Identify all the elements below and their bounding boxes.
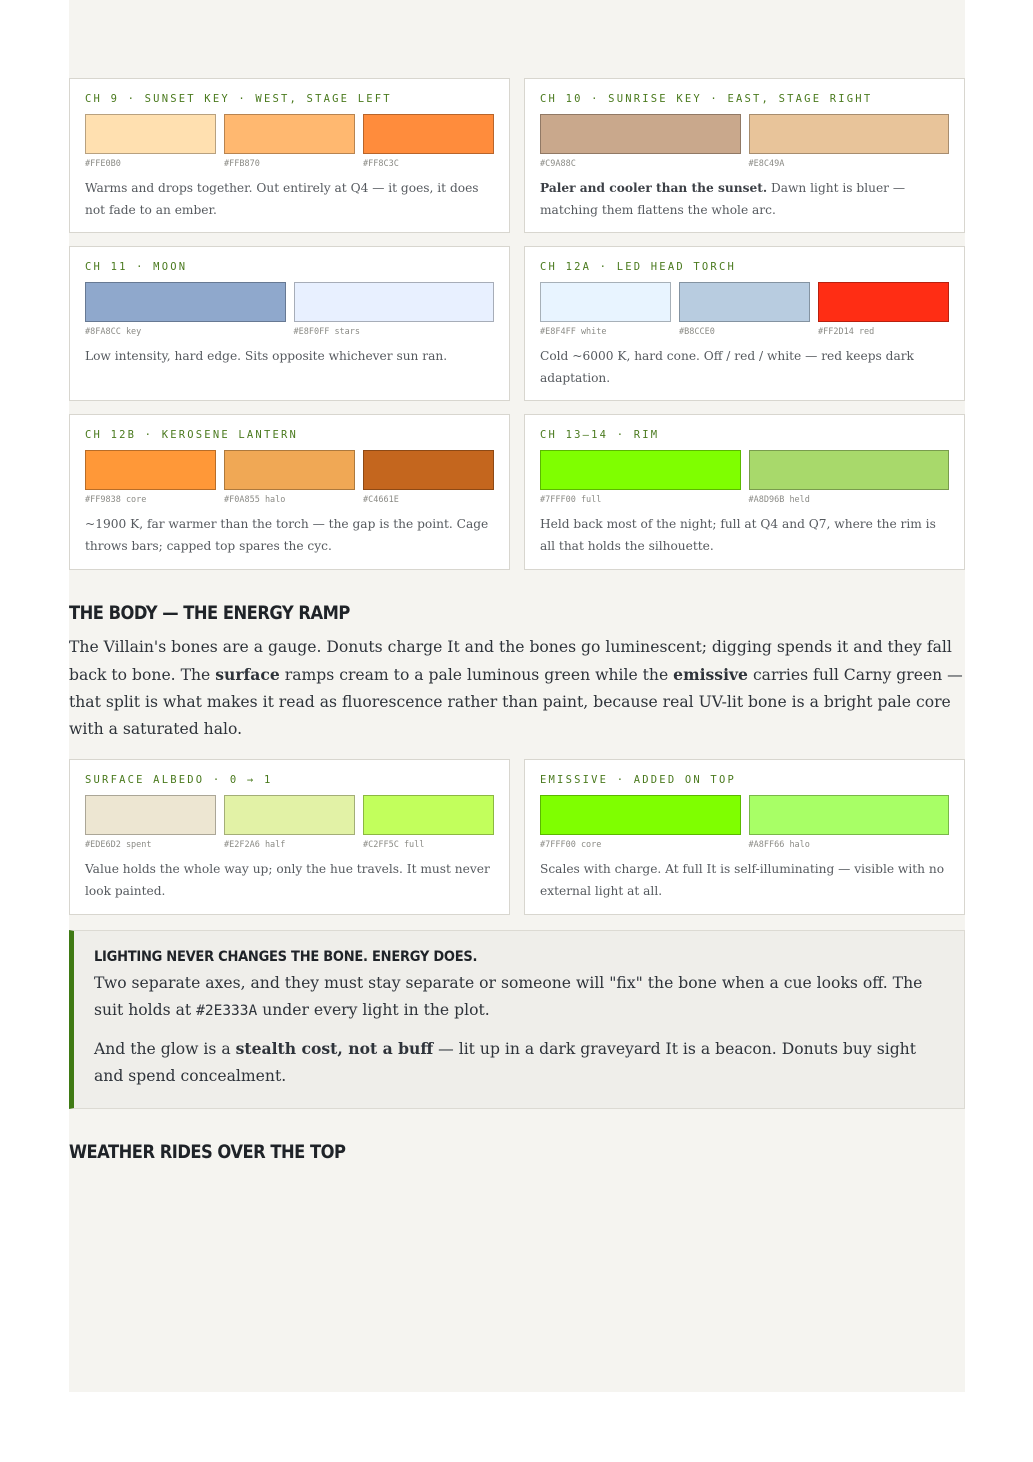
swatch-item [749, 450, 950, 506]
callout-title: LIGHTING NEVER CHANGES THE BONE. ENERGY DOES. [94, 949, 478, 965]
swatch-hex-label: #A8D96B held [748, 495, 810, 505]
card-title: CH 12A · LED HEAD TORCH [540, 261, 736, 273]
swatch-card-ch-12b-kerosene-lantern [69, 414, 510, 570]
swatch-item [85, 795, 216, 851]
card-note: Value holds the whole way up; only the hue travels. It must never look painted. [85, 862, 490, 898]
callout-paragraph-2: And the glow is a stealth cost, not a buff — lit up in a dark graveyard It is a beacon. Donuts buy sight and spend concealment. [94, 1039, 916, 1085]
swatch-item [224, 450, 355, 506]
color-swatch [363, 114, 494, 154]
body-section-heading: THE BODY — THE ENERGY RAMP [69, 602, 350, 624]
swatch-item [540, 282, 671, 338]
swatch-hex-label: #E2F2A6 half [224, 840, 286, 850]
swatch-row [540, 795, 949, 851]
card-note: Low intensity, hard edge. Sits opposite whichever sun ran. [85, 349, 448, 363]
paragraph-emphasis: surface [215, 665, 280, 684]
swatch-hex-label: #C2FF5C full [363, 840, 425, 850]
color-swatch [749, 450, 950, 490]
swatch-hex-label: #F0A855 halo [224, 495, 286, 505]
card-note: ~1900 K, far warmer than the torch — the gap is the point. Cage throws bars; capped top spares the cyc. [85, 517, 489, 553]
swatch-item [363, 450, 494, 506]
swatch-hex-label: #EDE6D2 spent [85, 840, 152, 850]
swatch-hex-label: #FF2D14 red [818, 327, 875, 337]
swatch-item [224, 114, 355, 170]
swatch-card-ch-13-14-rim [524, 414, 965, 570]
swatch-row [540, 282, 949, 338]
color-swatch [749, 795, 950, 835]
callout-box [69, 930, 965, 1109]
card-note: Cold ~6000 K, hard cone. Off / red / white — red keeps dark adaptation. [540, 349, 914, 385]
suit-color-code: #2E333A [196, 1003, 258, 1019]
swatch-card-emissive-added-on-top [524, 759, 965, 915]
swatch-item [85, 450, 216, 506]
color-swatch [540, 114, 741, 154]
swatch-card-ch-10-sunrise-key-east-stage-right [524, 78, 965, 233]
card-title: EMISSIVE · ADDED ON TOP [540, 774, 736, 786]
color-swatch [540, 795, 741, 835]
swatch-card-surface-albedo-0-1 [69, 759, 510, 915]
card-note: Warms and drops together. Out entirely at Q4 — it goes, it does not fade to an ember. [85, 181, 479, 217]
swatch-item [363, 114, 494, 170]
swatch-card-ch-11-moon [69, 246, 510, 401]
swatch-item [540, 450, 741, 506]
swatch-row [85, 450, 494, 506]
swatch-item [818, 282, 949, 338]
swatch-card-ch-9-sunset-key-west-stage-left [69, 78, 510, 233]
card-note: Paler and cooler than the sunset. Dawn light is bluer — matching them flattens the whole arc. [540, 181, 906, 217]
swatch-card-ch-12a-led-head-torch [524, 246, 965, 401]
swatch-item [224, 795, 355, 851]
swatch-item [749, 114, 950, 170]
color-swatch [363, 450, 494, 490]
color-swatch [224, 114, 355, 154]
card-title: CH 9 · SUNSET KEY · WEST, STAGE LEFT [85, 93, 392, 105]
swatch-item [679, 282, 810, 338]
swatch-hex-label: #E8F4FF white [540, 327, 607, 337]
color-swatch [679, 282, 810, 322]
color-swatch [224, 795, 355, 835]
swatch-row [540, 450, 949, 506]
swatch-hex-label: #8FA8CC key [85, 327, 142, 337]
swatch-row [540, 114, 949, 170]
swatch-hex-label: #C9A88C [540, 159, 576, 169]
energy-card-grid [69, 759, 965, 915]
swatch-item [85, 114, 216, 170]
swatch-item [294, 282, 495, 338]
color-swatch [818, 282, 949, 322]
paragraph-emphasis: emissive [673, 665, 748, 684]
callout-paragraph-1: Two separate axes, and they must stay separate or someone will "fix" the bone when a cue looks off. The suit holds at #2E333A under every light in the plot. [94, 974, 923, 1019]
callout-emphasis: stealth cost, not a buff [235, 1039, 434, 1058]
card-title: SURFACE ALBEDO · 0 → 1 [85, 774, 273, 786]
lighting-card-grid [69, 78, 965, 570]
color-swatch [85, 795, 216, 835]
swatch-hex-label: #C4661E [363, 495, 399, 505]
swatch-hex-label: #B8CCE0 [679, 327, 715, 337]
card-note: Scales with charge. At full It is self-illuminating — visible with no external light at all. [540, 862, 945, 898]
weather-section-heading: WEATHER RIDES OVER THE TOP [69, 1141, 346, 1163]
card-title: CH 11 · MOON [85, 261, 188, 273]
swatch-hex-label: #FFE0B0 [85, 159, 121, 169]
card-note-emphasis: Paler and cooler than the sunset. [540, 181, 768, 195]
color-swatch [85, 114, 216, 154]
color-swatch [85, 282, 286, 322]
swatch-row [85, 795, 494, 851]
swatch-hex-label: #A8FF66 halo [748, 840, 810, 850]
swatch-item [363, 795, 494, 851]
swatch-item [540, 795, 741, 851]
swatch-item [749, 795, 950, 851]
color-swatch [540, 282, 671, 322]
swatch-hex-label: #FFB870 [224, 159, 260, 169]
color-swatch [749, 114, 950, 154]
swatch-hex-label: #7FFF00 core [540, 840, 602, 850]
card-title: CH 10 · SUNRISE KEY · EAST, STAGE RIGHT [540, 93, 873, 105]
swatch-hex-label: #7FFF00 full [540, 495, 602, 505]
color-swatch [363, 795, 494, 835]
swatch-item [85, 282, 286, 338]
card-title: CH 13–14 · RIM [540, 429, 660, 441]
card-title: CH 12B · KEROSENE LANTERN [85, 429, 299, 441]
swatch-row [85, 282, 494, 338]
swatch-item [540, 114, 741, 170]
swatch-hex-label: #E8C49A [748, 159, 785, 169]
swatch-row [85, 114, 494, 170]
color-swatch [294, 282, 495, 322]
swatch-hex-label: #FF9838 core [85, 495, 147, 505]
swatch-hex-label: #E8F0FF stars [293, 327, 361, 337]
swatch-hex-label: #FF8C3C [363, 159, 399, 169]
body-section-paragraph: The Villain's bones are a gauge. Donuts charge It and the bones go luminescent; digging spends it and they fall back to bone. The surface ramps cream to a pale luminous green while the emissive carries full Carny green — that split is what makes it read as fluorescence rather than paint, because real UV-lit bone is a bright pale core with a saturated halo. [69, 638, 963, 738]
color-swatch [540, 450, 741, 490]
color-swatch [85, 450, 216, 490]
color-swatch [224, 450, 355, 490]
card-note: Held back most of the night; full at Q4 and Q7, where the rim is all that holds the silhouette. [540, 517, 936, 553]
